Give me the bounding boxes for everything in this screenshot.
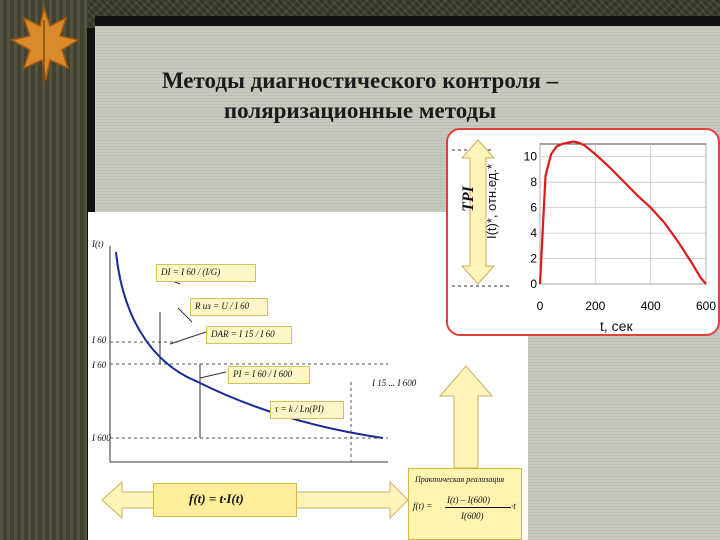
up-arrow-icon [438,364,494,470]
practice-formula-box [408,468,522,540]
plot-area [540,144,706,284]
title-line-1: Методы диагностического контроля – [161,68,559,93]
pi-formula-box [228,366,310,384]
di-formula-box [156,264,256,282]
x-tick-label: 200 [585,299,606,313]
practice-numerator: I(t) – I(600) [447,495,490,505]
pi-formula: PI = I 60 / I 600 [233,369,293,379]
r-formula-box [190,298,268,316]
tpi-text: TPI [459,186,477,212]
y-tick-label: 2 [530,251,537,266]
tau-formula-box [270,401,344,419]
maple-leaf-icon [4,0,84,90]
y-tick-label: 8 [530,175,537,190]
practice-suffix: ·t [511,501,516,511]
current-ratio-label: I 15 ... I 600 [372,378,417,388]
slide-title [120,66,600,126]
practice-denominator: I(600) [461,511,484,521]
dar-formula-box [206,326,292,344]
diagram-i600-label: I 600 [92,433,111,443]
graph-y-axis-label [484,138,520,268]
diagram-y-label: I(t) [92,239,104,249]
ft-formula: f(t) = t·I(t) [189,491,244,506]
x-tick-label: 0 [536,299,544,313]
x-tick-label: 600 [695,299,717,313]
practice-prefix: f(t) = [413,501,433,511]
diagram-t60-label: I 60 [92,360,107,370]
y-tick-label: 0 [530,277,537,291]
dar-formula: DAR = I 15 / I 60 [211,329,275,339]
y-axis-text: I(t)*, отн.ед.* [484,163,500,240]
y-tick-label: 6 [530,200,537,215]
x-tick-label: 400 [640,299,661,313]
y-tick-label: 10 [523,149,537,164]
graph-x-axis-label: t, сек [600,318,633,334]
top-rule [95,16,720,26]
title-line-2: поляризационные методы [223,98,497,123]
y-tick-label: 4 [530,226,537,241]
tau-formula: τ = k / Ln(PI) [275,404,324,414]
di-formula: DI = I 60 / (I/G) [161,267,221,277]
fraction-bar [445,507,511,508]
practice-title: Практическая реализация [415,475,505,484]
r-formula: R из = U / I 60 [195,301,250,311]
ft-formula-box [153,483,297,517]
diagram-i60-label: I 60 [92,335,107,345]
